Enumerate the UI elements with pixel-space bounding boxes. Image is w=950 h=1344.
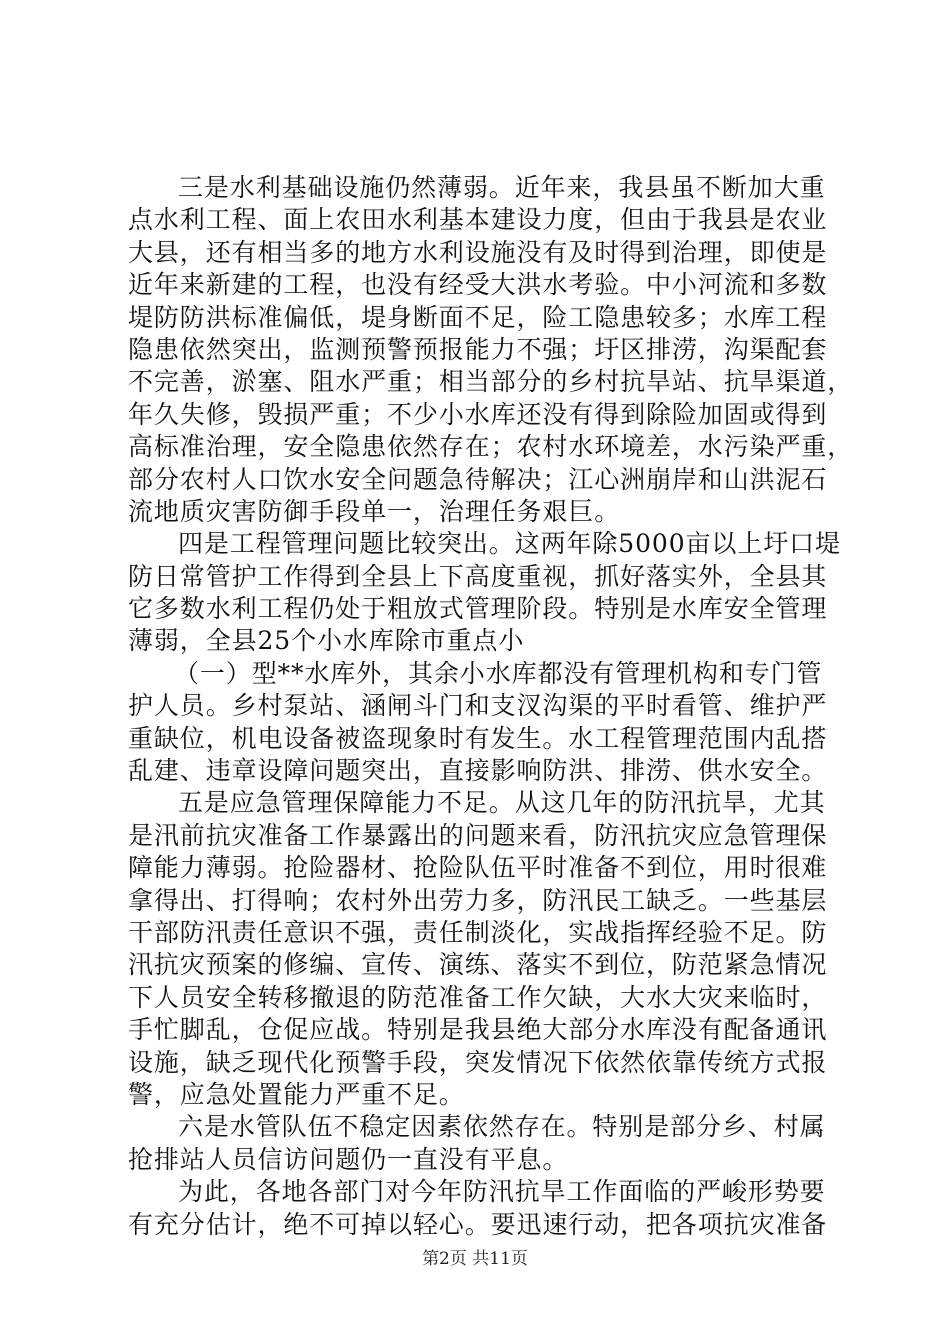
paragraph-line: （一）型**水库外，其余小水库都没有管理机构和专门管 [174,658,823,688]
paragraph-line: 隐患依然突出，监测预警预报能力不强；圩区排涝，沟渠配套 [128,334,828,364]
body-text [128,172,854,1241]
paragraph-line: 不完善，淤塞、阻水严重；相当部分的乡村抗旱站、抗旱渠道， [128,367,854,397]
paragraph-line: 拿得出、打得响；农村外出劳力多，防汛民工缺乏。一些基层 [128,885,828,915]
paragraph-line: 年久失修，毁损严重；不少小水库还没有得到除险加固或得到 [128,399,828,429]
paragraph-line: 六是水管队伍不稳定因素依然存在。特别是部分乡、村属 [178,1112,826,1142]
paragraph-line: 干部防汛责任意识不强，责任制淡化，实战指挥经验不足。防 [128,917,828,947]
paragraph-line: 为此，各地各部门对今年防汛抗旱工作面临的严峻形势要 [178,1177,826,1207]
paragraph-line: 部分农村人口饮水安全问题急待解决；江心洲崩岸和山洪泥石 [128,464,828,494]
paragraph-line: 近年来新建的工程，也没有经受大洪水考验。中小河流和多数 [128,270,828,300]
paragraph-line: 手忙脚乱，仓促应战。特别是我县绝大部分水库没有配备通讯 [128,1015,828,1045]
paragraph-line: 乱建、违章设障问题突出，直接影响防洪、排涝、供水安全。 [128,756,828,786]
paragraph-line: 汛抗灾预案的修编、宣传、演练、落实不到位，防范紧急情况 [128,950,828,980]
paragraph-line: 点水利工程、面上农田水利基本建设力度，但由于我县是农业 [128,205,828,235]
paragraph-line: 堤防防洪标准偏低，堤身断面不足，险工隐患较多；水库工程 [128,302,828,332]
paragraph-line: 障能力薄弱。抢险器材、抢险队伍平时准备不到位，用时很难 [128,853,828,883]
paragraph-line: 设施，缺乏现代化预警手段，突发情况下依然依靠传统方式报 [128,1047,828,1077]
paragraph-line: 下人员安全转移撤退的防范准备工作欠缺，大水大灾来临时， [128,982,828,1012]
paragraph-line: 三是水利基础设施仍然薄弱。近年来，我县虽不断加大重 [178,173,826,202]
paragraph-line: 重缺位，机电设备被盗现象时有发生。水工程管理范围内乱搭 [128,723,828,753]
paragraph-line: 高标准治理，安全隐患依然存在；农村水环境差，水污染严重， [128,432,854,462]
paragraph-line: 薄弱，全县25个小水库除市重点小 [128,626,525,656]
paragraph-line: 大县，还有相当多的地方水利设施没有及时得到治理，即使是 [128,237,828,267]
paragraph-line: 有充分估计，绝不可掉以轻心。要迅速行动，把各项抗灾准备 [128,1209,828,1239]
paragraph-line: 是汛前抗灾准备工作暴露出的问题来看，防汛抗灾应急管理保 [128,820,828,850]
paragraph-line: 它多数水利工程仍处于粗放式管理阶段。特别是水库安全管理 [128,594,828,624]
paragraph-line: 五是应急管理保障能力不足。从这几年的防汛抗旱，尤其 [178,788,826,818]
paragraph-line: 四是工程管理问题比较突出。这两年除5000亩以上圩口堤 [178,529,841,559]
paragraph-line: 抢排站人员信访问题仍一直没有平息。 [128,1144,569,1174]
paragraph-line: 警，应急处置能力严重不足。 [128,1079,465,1109]
paragraph-line: 防日常管护工作得到全县上下高度重视，抓好落实外，全县其 [128,561,828,591]
paragraph-line: 流地质灾害防御手段单一，治理任务艰巨。 [128,496,621,526]
paragraph-line: 护人员。乡村泵站、涵闸斗门和支汊沟渠的平时看管、维护严 [128,691,828,721]
page-number-footer: 第2页 共11页 [422,1249,528,1269]
